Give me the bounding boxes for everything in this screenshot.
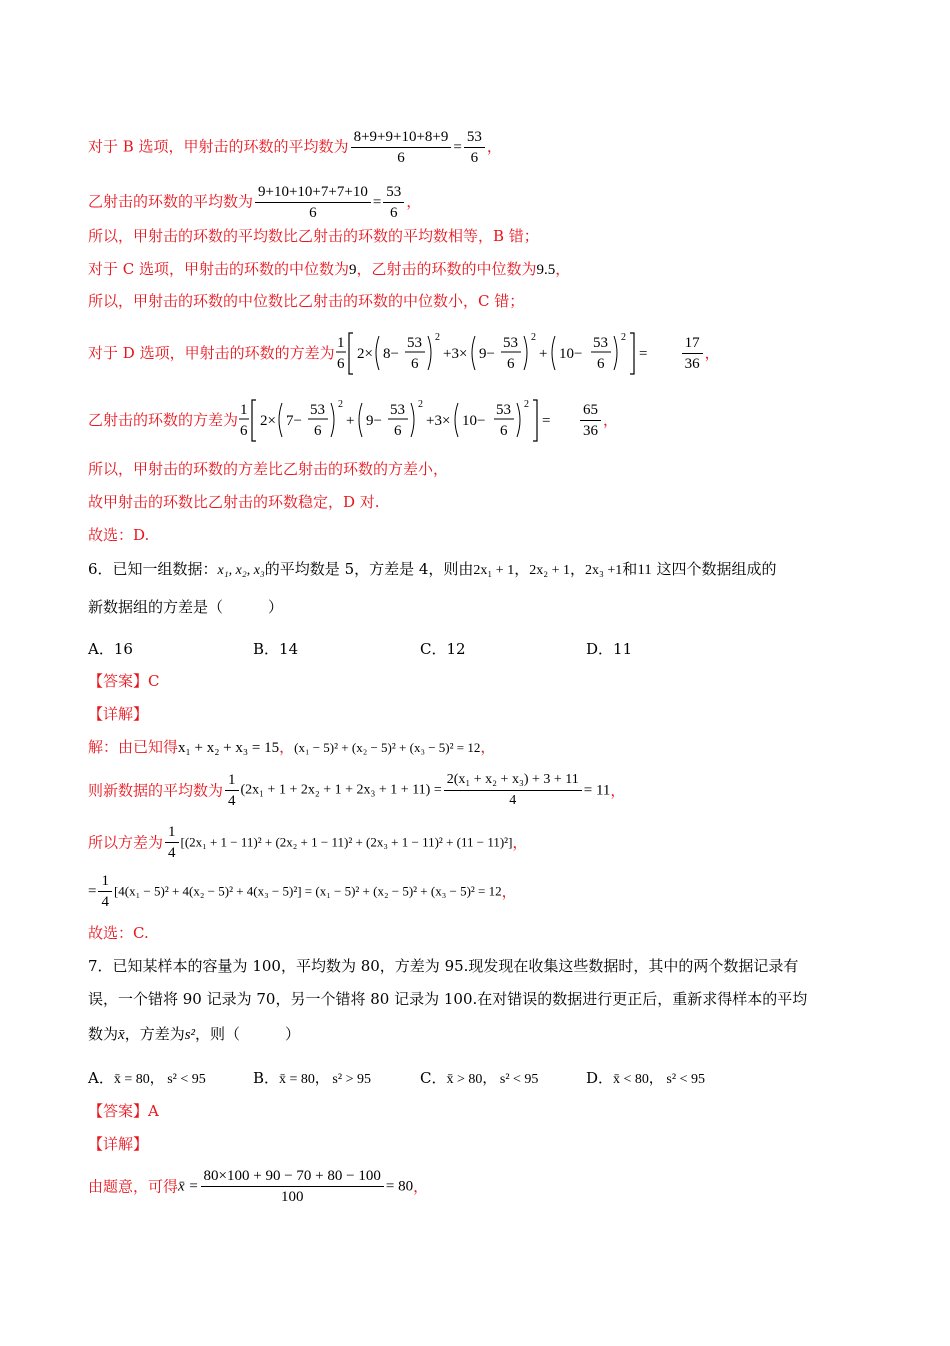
yi-mean-fraction: $\frac{9+10+10+7+7+10}{6}$ (255, 183, 371, 222)
svg-text:53: 53 (502, 335, 518, 351)
svg-text:2: 2 (418, 399, 424, 410)
svg-text:9−: 9− (366, 413, 382, 429)
q6-option-d[interactable]: D．11 (586, 640, 633, 658)
svg-text:+: + (346, 413, 355, 429)
svg-text:2×: 2× (260, 413, 276, 429)
jia-mean-result: $\frac{53}{6}$ (464, 128, 485, 167)
q7-option-c[interactable]: C．x̄ > 80， s² < 95 (420, 1069, 539, 1087)
q7-stem-line3: 数为x̄，方差为s²，则（ ） (88, 1025, 301, 1043)
svg-text:6: 6 (314, 423, 322, 439)
svg-text:1: 1 (336, 335, 345, 351)
svg-text:53: 53 (592, 335, 608, 351)
b-option-prefix: 对于 B 选项，甲射击的环数的平均数为 (88, 137, 349, 156)
yi-mean-line: 乙射击的环数的平均数为 $\frac{9+10+10+7+7+10}{6}$ = $\frac{53}{6}$ ， (88, 184, 422, 221)
svg-text:53: 53 (390, 402, 406, 418)
q6-detail-heading: 【详解】 (88, 705, 149, 723)
yi-variance-line: 乙射击的环数的方差为 1 6 2× 7− 53 6 2 + 9− 53 6 2 +3× 10− 53 6 2 = $\frac{65}{36}$ ， (88, 397, 618, 443)
conclusion-d2: 故甲射击的环数比乙射击的环数稳定，D 对. (88, 493, 380, 511)
svg-text:8−: 8− (382, 346, 399, 362)
q6-stem-line1: 6．已知一组数据：x₁, x₂, x₃的平均数是 5，方差是 4，则由2x₁ + 1，2x₂ + 1，2x₃ +1和11 这四个数据组成的 (88, 560, 777, 578)
svg-text:6: 6 (500, 423, 508, 439)
svg-text:=: = (638, 346, 648, 362)
conclusion-b: 所以，甲射击的环数的平均数比乙射击的环数的平均数相等，B 错； (88, 227, 539, 245)
q7-option-d[interactable]: D．x̄ < 80， s² < 95 (586, 1069, 705, 1087)
svg-text:10−: 10− (558, 346, 583, 362)
q6-choose: 故选：C. (88, 924, 149, 942)
svg-text:53: 53 (406, 335, 422, 351)
svg-text:2: 2 (434, 332, 440, 343)
svg-text:+3×: +3× (426, 413, 451, 429)
q7-stem-line2: 误，一个错将 90 记录为 70，另一个错将 80 记录为 100.在对错误的数据进行更正后，重新求得样本的平均 (88, 990, 808, 1008)
yi-variance-result: $\frac{65}{36}$ (580, 401, 601, 440)
svg-text:2: 2 (530, 332, 536, 343)
q6-solution-line4: = $\frac{1}{4}$ [4(x₁ − 5)² + 4(x₂ − 5)² + 4(x₃ − 5)²] = (x₁ − 5)² + (x₂ − 5)² + (x₃ − 5)² = 12， (88, 873, 517, 910)
q6-answer: 【答案】C (88, 672, 160, 690)
svg-text:+: + (538, 346, 548, 362)
jia-mean-fraction: $\frac{8+9+9+10+8+9}{6}$ (351, 128, 452, 167)
svg-text:6: 6 (596, 356, 605, 372)
yi-variance-formula (238, 397, 578, 443)
q7-answer: 【答案】A (88, 1102, 159, 1120)
q7-detail-heading: 【详解】 (88, 1135, 149, 1153)
svg-text:2: 2 (620, 332, 626, 343)
c-option-line: 对于 C 选项，甲射击的环数的中位数为9，乙射击的环数的中位数为9.5， (88, 260, 571, 278)
svg-text:53: 53 (496, 402, 512, 418)
svg-text:7−: 7− (286, 413, 302, 429)
svg-text:6: 6 (410, 356, 419, 372)
q7-option-a[interactable]: A．x̄ = 80， s² < 95 (88, 1069, 206, 1087)
q7-option-b[interactable]: B．x̄ = 80， s² > 95 (253, 1069, 371, 1087)
q7-stem-line1: 7．已知某样本的容量为 100，平均数为 80，方差为 95.现发现在收集这些数据时，其中的两个数据记录有 (88, 957, 799, 975)
choose-d: 故选：D. (88, 526, 150, 544)
q6-solution-line1: 解：由已知得x₁ + x₂ + x₃ = 15，(x₁ − 5)² + (x₂ − 5)² + (x₃ − 5)² = 12， (88, 738, 496, 756)
conclusion-c: 所以，甲射击的环数的中位数比乙射击的环数的中位数小，C 错； (88, 292, 525, 310)
svg-text:2: 2 (524, 399, 530, 410)
d-option-jia-variance-line: 对于 D 选项，甲射击的环数的方差为 1 6 2× 8− 53 6 2 +3× 9− 53 6 2 + 10− 53 6 2 = $\frac{17}{36}$ ， (88, 330, 720, 376)
b-option-jia-mean-line: 对于 B 选项，甲射击的环数的平均数为 $\frac{8+9+9+10+8+9}{6}$ = $\frac{53}{6}$ ， (88, 129, 502, 166)
q6-stem-line2: 新数据组的方差是（ ） (88, 598, 284, 616)
svg-text:6: 6 (240, 423, 248, 439)
q7-solution-line1: 由题意，可得x̄ = $\frac{80\times 100 + 90 - 70 + 80 - 100}{100}$ = 80， (88, 1168, 429, 1205)
svg-text:9−: 9− (478, 346, 495, 362)
q6-solution-line3: 所以方差为 $\frac{1}{4}$ [(2x₁ + 1 − 11)² + (2x₂ + 1 − 11)² + (2x₃ + 1 − 11)² + (11 − 11)²]， (88, 824, 528, 861)
svg-text:53: 53 (310, 402, 326, 418)
svg-text:10−: 10− (462, 413, 486, 429)
svg-text:1: 1 (240, 402, 248, 418)
svg-text:2: 2 (338, 399, 344, 410)
svg-text:=: = (542, 413, 551, 429)
jia-variance-formula (335, 330, 680, 376)
q6-option-c[interactable]: C．12 (420, 640, 466, 658)
conclusion-d1: 所以，甲射击的环数的方差比乙射击的环数的方差小， (88, 460, 449, 478)
q6-option-b[interactable]: B．14 (253, 640, 299, 658)
q6-solution-line2: 则新数据的平均数为 $\frac{1}{4}$ (2x₁ + 1 + 2x₂ + 1 + 2x₃ + 1 + 11) = $\frac{\text{2(x₁ + x₂ + x₃) + 3 + 11}}{4}$ = 11， (88, 772, 626, 809)
jia-variance-result: $\frac{17}{36}$ (682, 334, 703, 373)
svg-text:6: 6 (336, 356, 345, 372)
yi-mean-result: $\frac{53}{6}$ (383, 183, 404, 222)
svg-text:6: 6 (394, 423, 402, 439)
q6-option-a[interactable]: A．16 (88, 640, 133, 658)
svg-text:2×: 2× (356, 346, 373, 362)
svg-text:+3×: +3× (442, 346, 467, 362)
svg-text:6: 6 (506, 356, 515, 372)
